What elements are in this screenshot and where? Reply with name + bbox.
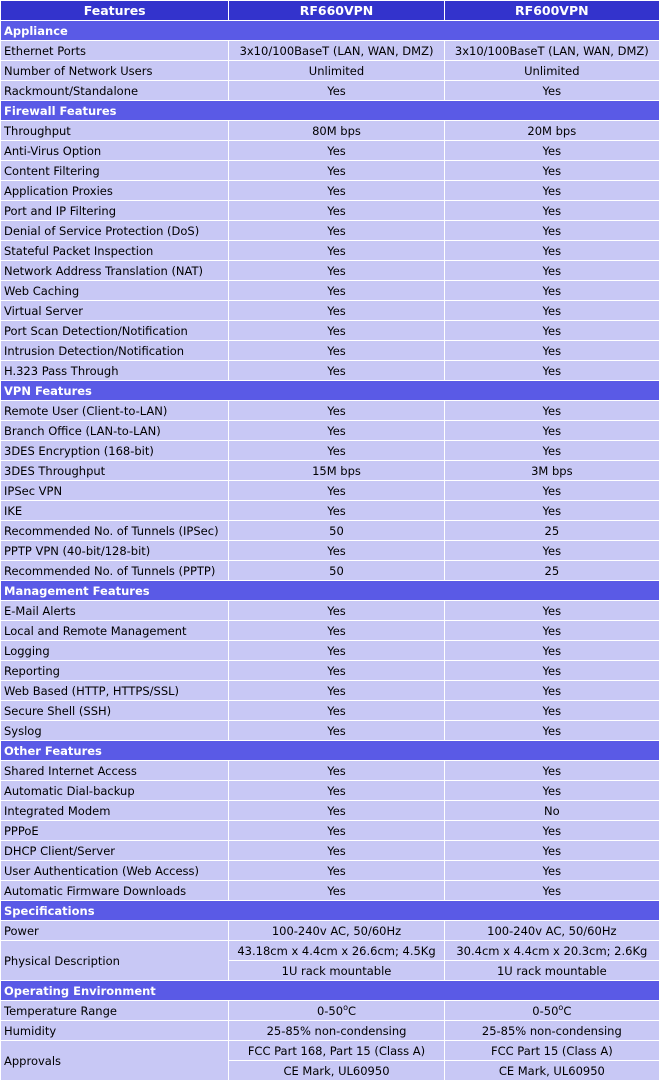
rf660vpn-value: Yes <box>229 201 443 220</box>
header-row <box>1 1 659 20</box>
rf660vpn-value: Yes <box>229 781 443 800</box>
section-header-row <box>1 741 659 760</box>
rf600vpn-value: Yes <box>445 161 659 180</box>
table-row <box>1 1021 659 1040</box>
rf660vpn-value: Yes <box>229 401 443 420</box>
rf600vpn-value: Yes <box>445 501 659 520</box>
table-row <box>1 321 659 340</box>
rf660vpn-value: 50 <box>229 561 443 580</box>
rf660vpn-value: 100-240v AC, 50/60Hz <box>229 921 443 940</box>
rf660vpn-value: Yes <box>229 261 443 280</box>
feature-label: IPSec VPN <box>1 481 228 500</box>
feature-label: 3DES Encryption (168-bit) <box>1 441 228 460</box>
section-title: Specifications <box>1 901 659 920</box>
rf660vpn-value: Yes <box>229 441 443 460</box>
rf660vpn-value: Yes <box>229 601 443 620</box>
feature-label: Temperature Range <box>1 1001 228 1020</box>
feature-label: Recommended No. of Tunnels (IPSec) <box>1 521 228 540</box>
section-title: Appliance <box>1 21 659 40</box>
table-row <box>1 521 659 540</box>
feature-label: Virtual Server <box>1 301 228 320</box>
rf600vpn-value: Yes <box>445 361 659 380</box>
rf600vpn-column-header: RF600VPN <box>445 1 659 20</box>
section-title: Firewall Features <box>1 101 659 120</box>
rf600vpn-value: Yes <box>445 401 659 420</box>
rf600vpn-value: 3M bps <box>445 461 659 480</box>
table-row <box>1 221 659 240</box>
degree-symbol: o <box>343 1002 348 1012</box>
rf600vpn-value: Yes <box>445 241 659 260</box>
table-row <box>1 921 659 940</box>
rf600vpn-value: Yes <box>445 661 659 680</box>
table-row <box>1 241 659 260</box>
feature-label: Reporting <box>1 661 228 680</box>
rf660vpn-value: Yes <box>229 861 443 880</box>
rf660vpn-value: 43.18cm x 4.4cm x 26.6cm; 4.5Kg <box>229 941 443 960</box>
table-row <box>1 441 659 460</box>
feature-label: Content Filtering <box>1 161 228 180</box>
feature-label: Branch Office (LAN-to-LAN) <box>1 421 228 440</box>
rf660vpn-value: Yes <box>229 141 443 160</box>
feature-label: Port and IP Filtering <box>1 201 228 220</box>
rf660vpn-value: Yes <box>229 681 443 700</box>
feature-label: Intrusion Detection/Notification <box>1 341 228 360</box>
feature-label: Secure Shell (SSH) <box>1 701 228 720</box>
rf660vpn-value: Yes <box>229 841 443 860</box>
table-row <box>1 841 659 860</box>
feature-label: Rackmount/Standalone <box>1 81 228 100</box>
table-row <box>1 641 659 660</box>
approvals-label: Approvals <box>1 1041 228 1080</box>
feature-label: PPPoE <box>1 821 228 840</box>
section-header-row <box>1 981 659 1000</box>
rf600vpn-value: Yes <box>445 601 659 620</box>
table-row <box>1 401 659 420</box>
rf600vpn-value: Yes <box>445 541 659 560</box>
rf600vpn-value: 25 <box>445 561 659 580</box>
table-row <box>1 761 659 780</box>
feature-label: Logging <box>1 641 228 660</box>
rf600vpn-value: Yes <box>445 481 659 500</box>
feature-label: Application Proxies <box>1 181 228 200</box>
rf600vpn-value: 100-240v AC, 50/60Hz <box>445 921 659 940</box>
feature-label: User Authentication (Web Access) <box>1 861 228 880</box>
rf600vpn-value: Yes <box>445 301 659 320</box>
section-header-row <box>1 581 659 600</box>
feature-label: Power <box>1 921 228 940</box>
feature-label: Automatic Dial-backup <box>1 781 228 800</box>
rf600vpn-value: Yes <box>445 841 659 860</box>
feature-label: Port Scan Detection/Notification <box>1 321 228 340</box>
table-row <box>1 41 659 60</box>
table-row <box>1 701 659 720</box>
rf660vpn-value <box>229 1001 443 1020</box>
rf600vpn-value: CE Mark, UL60950 <box>445 1061 659 1080</box>
table-row <box>1 821 659 840</box>
rf600vpn-value: Yes <box>445 141 659 160</box>
rf600vpn-value: 1U rack mountable <box>445 961 659 980</box>
feature-label: Network Address Translation (NAT) <box>1 261 228 280</box>
rf660vpn-value: Yes <box>229 221 443 240</box>
rf600vpn-value: Yes <box>445 341 659 360</box>
rf660vpn-value: Yes <box>229 801 443 820</box>
table-row <box>1 621 659 640</box>
feature-label: Web Caching <box>1 281 228 300</box>
rf660vpn-value: 50 <box>229 521 443 540</box>
temperature-unit: C <box>563 1003 572 1018</box>
rf660vpn-value: Yes <box>229 881 443 900</box>
features-column-header: Features <box>1 1 228 20</box>
feature-label: Remote User (Client-to-LAN) <box>1 401 228 420</box>
rf600vpn-value: 25 <box>445 521 659 540</box>
rf660vpn-value: CE Mark, UL60950 <box>229 1061 443 1080</box>
table-row <box>1 481 659 500</box>
feature-label: Syslog <box>1 721 228 740</box>
rf600vpn-value: 25-85% non-condensing <box>445 1021 659 1040</box>
feature-label: Automatic Firmware Downloads <box>1 881 228 900</box>
table-row <box>1 181 659 200</box>
degree-symbol: o <box>558 1002 564 1012</box>
rf660vpn-value: Yes <box>229 341 443 360</box>
rf600vpn-value: 3x10/100BaseT (LAN, WAN, DMZ) <box>445 41 659 60</box>
feature-label: Recommended No. of Tunnels (PPTP) <box>1 561 228 580</box>
rf600vpn-value: No <box>445 801 659 820</box>
table-row <box>1 341 659 360</box>
feature-label: Ethernet Ports <box>1 41 228 60</box>
feature-label: Anti-Virus Option <box>1 141 228 160</box>
section-title: Management Features <box>1 581 659 600</box>
rf600vpn-value: FCC Part 15 (Class A) <box>445 1041 659 1060</box>
temperature-value: 0-50 <box>532 1003 559 1018</box>
section-header-row <box>1 101 659 120</box>
table-row <box>1 141 659 160</box>
rf660vpn-value: Yes <box>229 81 443 100</box>
section-header-row <box>1 21 659 40</box>
feature-label: Number of Network Users <box>1 61 228 80</box>
rf660vpn-value: Yes <box>229 281 443 300</box>
feature-label: Integrated Modem <box>1 801 228 820</box>
table-row <box>1 161 659 180</box>
rf600vpn-value: Yes <box>445 621 659 640</box>
table-row <box>1 681 659 700</box>
rf600vpn-value: Yes <box>445 721 659 740</box>
section-header-row <box>1 901 659 920</box>
rf660vpn-value: Yes <box>229 321 443 340</box>
rf600vpn-value: Yes <box>445 421 659 440</box>
feature-label: PPTP VPN (40-bit/128-bit) <box>1 541 228 560</box>
table-row <box>1 421 659 440</box>
table-row <box>1 781 659 800</box>
rf660vpn-value: 15M bps <box>229 461 443 480</box>
table-row <box>1 1041 659 1060</box>
table-row <box>1 721 659 740</box>
feature-label: Web Based (HTTP, HTTPS/SSL) <box>1 681 228 700</box>
section-title: VPN Features <box>1 381 659 400</box>
section-title: Operating Environment <box>1 981 659 1000</box>
rf600vpn-value: Yes <box>445 881 659 900</box>
table-row <box>1 301 659 320</box>
rf660vpn-value: Yes <box>229 661 443 680</box>
feature-label: IKE <box>1 501 228 520</box>
table-row <box>1 801 659 820</box>
feature-label: Shared Internet Access <box>1 761 228 780</box>
table-row <box>1 881 659 900</box>
rf600vpn-value: Yes <box>445 261 659 280</box>
feature-label: H.323 Pass Through <box>1 361 228 380</box>
rf660vpn-value: 1U rack mountable <box>229 961 443 980</box>
table-row <box>1 81 659 100</box>
rf600vpn-value: Yes <box>445 321 659 340</box>
feature-label: Stateful Packet Inspection <box>1 241 228 260</box>
table-row <box>1 261 659 280</box>
feature-label: Local and Remote Management <box>1 621 228 640</box>
rf600vpn-value: Yes <box>445 181 659 200</box>
rf660vpn-value: Yes <box>229 361 443 380</box>
rf600vpn-value: Yes <box>445 641 659 660</box>
rf600vpn-value: Yes <box>445 701 659 720</box>
table-row <box>1 941 659 960</box>
table-row <box>1 541 659 560</box>
rf660vpn-value: 80M bps <box>229 121 443 140</box>
physical-description-label: Physical Description <box>1 941 228 980</box>
rf660vpn-value: 3x10/100BaseT (LAN, WAN, DMZ) <box>229 41 443 60</box>
rf660vpn-value: Yes <box>229 481 443 500</box>
feature-label: Denial of Service Protection (DoS) <box>1 221 228 240</box>
rf660vpn-value: Yes <box>229 301 443 320</box>
rf600vpn-value: Yes <box>445 201 659 220</box>
table-row <box>1 201 659 220</box>
temperature-unit: C <box>347 1003 357 1018</box>
table-row <box>1 281 659 300</box>
feature-label: Humidity <box>1 1021 228 1040</box>
rf660vpn-value: Yes <box>229 721 443 740</box>
rf660vpn-value: Yes <box>229 641 443 660</box>
section-header-row <box>1 381 659 400</box>
rf660vpn-value: Yes <box>229 181 443 200</box>
rf600vpn-value: 20M bps <box>445 121 659 140</box>
rf600vpn-value: Yes <box>445 281 659 300</box>
rf660vpn-value: Yes <box>229 241 443 260</box>
feature-label: E-Mail Alerts <box>1 601 228 620</box>
table-row <box>1 1001 659 1020</box>
rf660vpn-column-header: RF660VPN <box>229 1 443 20</box>
table-row <box>1 361 659 380</box>
rf660vpn-value: 25-85% non-condensing <box>229 1021 443 1040</box>
feature-label: 3DES Throughput <box>1 461 228 480</box>
rf600vpn-value: 30.4cm x 4.4cm x 20.3cm; 2.6Kg <box>445 941 659 960</box>
rf660vpn-value: Yes <box>229 621 443 640</box>
rf660vpn-value: Yes <box>229 761 443 780</box>
rf660vpn-value: Yes <box>229 821 443 840</box>
table-row <box>1 461 659 480</box>
table-row <box>1 561 659 580</box>
rf600vpn-value: Yes <box>445 861 659 880</box>
table-row <box>1 861 659 880</box>
rf600vpn-value: Yes <box>445 761 659 780</box>
table-body <box>1 21 659 1080</box>
table-row <box>1 501 659 520</box>
rf600vpn-value: Yes <box>445 781 659 800</box>
rf660vpn-value: FCC Part 168, Part 15 (Class A) <box>229 1041 443 1060</box>
feature-label: DHCP Client/Server <box>1 841 228 860</box>
rf660vpn-value: Yes <box>229 541 443 560</box>
feature-label: Throughput <box>1 121 228 140</box>
rf660vpn-value: Yes <box>229 421 443 440</box>
table-row <box>1 61 659 80</box>
rf660vpn-value: Yes <box>229 501 443 520</box>
table-row <box>1 121 659 140</box>
section-title: Other Features <box>1 741 659 760</box>
rf600vpn-value: Unlimited <box>445 61 659 80</box>
rf600vpn-value: Yes <box>445 221 659 240</box>
rf660vpn-value: Yes <box>229 701 443 720</box>
temperature-value: 0-50 <box>316 1003 344 1018</box>
rf600vpn-value: Yes <box>445 681 659 700</box>
rf600vpn-value: Yes <box>445 441 659 460</box>
table-row <box>1 661 659 680</box>
rf600vpn-value: Yes <box>445 821 659 840</box>
rf600vpn-value <box>445 1001 659 1020</box>
rf660vpn-value: Yes <box>229 161 443 180</box>
rf660vpn-value: Unlimited <box>229 61 443 80</box>
table-row <box>1 601 659 620</box>
rf600vpn-value: Yes <box>445 81 659 100</box>
